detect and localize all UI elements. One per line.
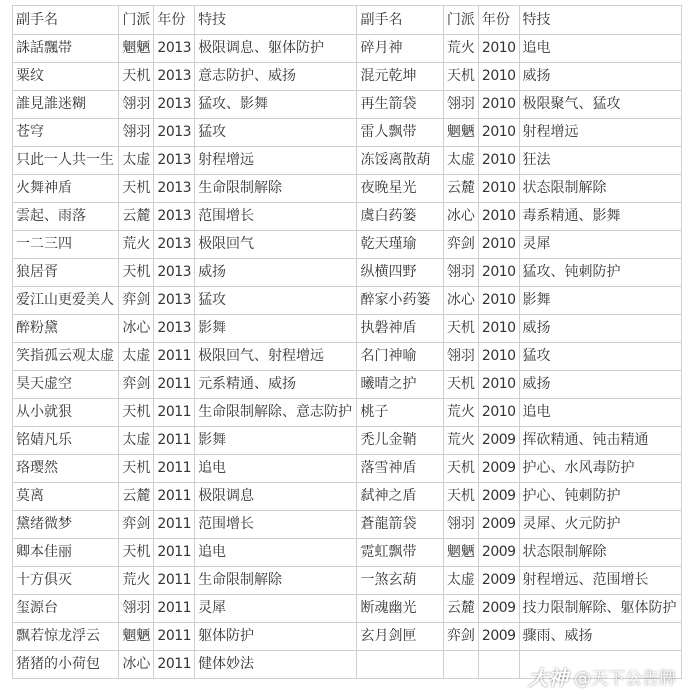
left-sect-cell: 天机 bbox=[119, 175, 154, 203]
left-year-cell: 2011 bbox=[154, 623, 195, 651]
left-year-cell: 2011 bbox=[154, 595, 195, 623]
left-year-cell: 2013 bbox=[154, 175, 195, 203]
table-row bbox=[13, 287, 682, 315]
right-skill-cell: 技力限制解除、躯体防护 bbox=[519, 595, 681, 623]
left-sect-cell: 弈剑 bbox=[119, 511, 154, 539]
right-skill-cell: 毒系精通、影舞 bbox=[519, 203, 681, 231]
left-skill-cell: 追电 bbox=[195, 455, 357, 483]
left-name-cell: 粟纹 bbox=[13, 63, 119, 91]
right-year-cell: 2009 bbox=[478, 483, 519, 511]
table-row bbox=[13, 203, 682, 231]
left-skill-cell: 灵犀 bbox=[195, 595, 357, 623]
right-year-cell: 2010 bbox=[478, 371, 519, 399]
left-skill-cell: 猛攻 bbox=[195, 287, 357, 315]
right-name-cell: 断魂幽光 bbox=[357, 595, 443, 623]
right-name-cell: 弑神之盾 bbox=[357, 483, 443, 511]
left-year-cell: 2013 bbox=[154, 91, 195, 119]
table-row bbox=[13, 343, 682, 371]
right-name-cell: 碎月神 bbox=[357, 35, 443, 63]
right-year-cell: 2010 bbox=[478, 147, 519, 175]
right-sect-cell: 荒火 bbox=[443, 35, 478, 63]
left-name-cell: 猪猪的小荷包 bbox=[13, 651, 119, 679]
table-row bbox=[13, 35, 682, 63]
right-name-cell: 名门神喻 bbox=[357, 343, 443, 371]
left-sect-cell: 荒火 bbox=[119, 231, 154, 259]
left-skill-cell: 威扬 bbox=[195, 259, 357, 287]
left-year-cell: 2013 bbox=[154, 147, 195, 175]
left-name-cell: 飘若惊龙浮云 bbox=[13, 623, 119, 651]
right-sect-cell: 弈剑 bbox=[443, 231, 478, 259]
table-row bbox=[13, 63, 682, 91]
left-sect-cell: 天机 bbox=[119, 63, 154, 91]
right-sect-cell: 翎羽 bbox=[443, 259, 478, 287]
right-skill-cell: 状态限制解除 bbox=[519, 539, 681, 567]
left-year-cell: 2013 bbox=[154, 35, 195, 63]
left-name-cell: 十方俱灭 bbox=[13, 567, 119, 595]
table-row bbox=[13, 567, 682, 595]
right-sect-cell: 翎羽 bbox=[443, 511, 478, 539]
left-year-cell: 2011 bbox=[154, 567, 195, 595]
left-sect-cell: 太虚 bbox=[119, 343, 154, 371]
right-sect-cell: 冰心 bbox=[443, 203, 478, 231]
right-name-cell: 蒼龍箭袋 bbox=[357, 511, 443, 539]
right-sect-cell: 荒火 bbox=[443, 427, 478, 455]
right-sect-cell: 魍魉 bbox=[443, 119, 478, 147]
left-sect-cell: 冰心 bbox=[119, 315, 154, 343]
left-sect-cell: 太虚 bbox=[119, 147, 154, 175]
right-name-cell: 夜晚星光 bbox=[357, 175, 443, 203]
table-row bbox=[13, 315, 682, 343]
left-name-cell: 火舞神盾 bbox=[13, 175, 119, 203]
right-sect-cell: 天机 bbox=[443, 315, 478, 343]
column-header-year: 年份 bbox=[154, 6, 195, 35]
right-sect-cell: 冰心 bbox=[443, 287, 478, 315]
left-name-cell: 誰見誰迷糊 bbox=[13, 91, 119, 119]
left-year-cell: 2011 bbox=[154, 427, 195, 455]
right-skill-cell: 极限聚气、猛攻 bbox=[519, 91, 681, 119]
right-year-cell: 2009 bbox=[478, 539, 519, 567]
right-skill-cell: 灵犀、火元防护 bbox=[519, 511, 681, 539]
left-skill-cell: 极限调息、躯体防护 bbox=[195, 35, 357, 63]
right-year-cell: 2010 bbox=[478, 203, 519, 231]
left-skill-cell: 猛攻 bbox=[195, 119, 357, 147]
table-row bbox=[13, 91, 682, 119]
right-year-cell: 2009 bbox=[478, 623, 519, 651]
column-header-name: 副手名 bbox=[13, 6, 119, 35]
left-skill-cell: 追电 bbox=[195, 539, 357, 567]
left-skill-cell: 影舞 bbox=[195, 427, 357, 455]
right-name-cell: 桃子 bbox=[357, 399, 443, 427]
left-year-cell: 2013 bbox=[154, 119, 195, 147]
left-skill-cell: 范围增长 bbox=[195, 203, 357, 231]
right-sect-cell: 太虚 bbox=[443, 147, 478, 175]
right-sect-cell: 天机 bbox=[443, 63, 478, 91]
left-year-cell: 2013 bbox=[154, 259, 195, 287]
table-row bbox=[13, 147, 682, 175]
right-name-cell: 执磐神盾 bbox=[357, 315, 443, 343]
right-sect-cell: 弈剑 bbox=[443, 623, 478, 651]
right-name-cell: 醉家小药篓 bbox=[357, 287, 443, 315]
right-year-cell: 2010 bbox=[478, 315, 519, 343]
right-skill-cell: 猛攻 bbox=[519, 343, 681, 371]
right-sect-cell: 魍魉 bbox=[443, 539, 478, 567]
side-weapon-table bbox=[12, 5, 682, 679]
left-year-cell: 2013 bbox=[154, 203, 195, 231]
table-row bbox=[13, 455, 682, 483]
header-row bbox=[13, 6, 682, 35]
column-header-year: 年份 bbox=[478, 6, 519, 35]
left-sect-cell: 天机 bbox=[119, 399, 154, 427]
left-skill-cell: 影舞 bbox=[195, 315, 357, 343]
watermark-text: @天下公告牌 bbox=[574, 669, 676, 689]
table-row bbox=[13, 119, 682, 147]
left-year-cell: 2011 bbox=[154, 511, 195, 539]
right-name-cell: 纵横四野 bbox=[357, 259, 443, 287]
right-year-cell: 2009 bbox=[478, 427, 519, 455]
column-header-skill: 特技 bbox=[195, 6, 357, 35]
left-sect-cell: 翎羽 bbox=[119, 119, 154, 147]
left-skill-cell: 意志防护、威扬 bbox=[195, 63, 357, 91]
right-sect-cell: 天机 bbox=[443, 455, 478, 483]
right-year-cell: 2010 bbox=[478, 175, 519, 203]
left-skill-cell: 元系精通、威扬 bbox=[195, 371, 357, 399]
right-sect-cell bbox=[443, 651, 478, 679]
right-skill-cell: 猛攻、钝刺防护 bbox=[519, 259, 681, 287]
left-skill-cell: 极限回气、射程增远 bbox=[195, 343, 357, 371]
left-year-cell: 2011 bbox=[154, 343, 195, 371]
right-skill-cell: 影舞 bbox=[519, 287, 681, 315]
right-name-cell: 霓虹飘带 bbox=[357, 539, 443, 567]
left-skill-cell: 生命限制解除 bbox=[195, 567, 357, 595]
left-name-cell: 黛绪微梦 bbox=[13, 511, 119, 539]
left-year-cell: 2011 bbox=[154, 371, 195, 399]
right-sect-cell: 云麓 bbox=[443, 595, 478, 623]
table-row bbox=[13, 623, 682, 651]
left-sect-cell: 弈剑 bbox=[119, 371, 154, 399]
right-name-cell: 雷人飘带 bbox=[357, 119, 443, 147]
left-sect-cell: 天机 bbox=[119, 259, 154, 287]
right-year-cell: 2010 bbox=[478, 343, 519, 371]
right-year-cell bbox=[478, 651, 519, 679]
right-skill-cell: 护心、水风毒防护 bbox=[519, 455, 681, 483]
left-skill-cell: 极限回气 bbox=[195, 231, 357, 259]
left-name-cell: 醉粉黛 bbox=[13, 315, 119, 343]
left-sect-cell: 魍魉 bbox=[119, 35, 154, 63]
left-name-cell: 笑指孤云观太虚 bbox=[13, 343, 119, 371]
right-name-cell: 禿儿金鞘 bbox=[357, 427, 443, 455]
left-sect-cell: 太虚 bbox=[119, 427, 154, 455]
right-skill-cell: 状态限制解除 bbox=[519, 175, 681, 203]
left-year-cell: 2011 bbox=[154, 483, 195, 511]
left-sect-cell: 翎羽 bbox=[119, 91, 154, 119]
table-row bbox=[13, 511, 682, 539]
left-name-cell: 雲起、雨落 bbox=[13, 203, 119, 231]
right-year-cell: 2010 bbox=[478, 35, 519, 63]
left-sect-cell: 弈剑 bbox=[119, 287, 154, 315]
left-skill-cell: 生命限制解除 bbox=[195, 175, 357, 203]
left-skill-cell: 健体妙法 bbox=[195, 651, 357, 679]
right-name-cell: 落雪神盾 bbox=[357, 455, 443, 483]
right-year-cell: 2009 bbox=[478, 455, 519, 483]
table-row bbox=[13, 427, 682, 455]
right-sect-cell: 太虚 bbox=[443, 567, 478, 595]
left-name-cell: 莫离 bbox=[13, 483, 119, 511]
right-name-cell: 一煞玄葫 bbox=[357, 567, 443, 595]
right-name-cell: 再生箭袋 bbox=[357, 91, 443, 119]
table-row bbox=[13, 175, 682, 203]
left-name-cell: 苍穹 bbox=[13, 119, 119, 147]
left-year-cell: 2013 bbox=[154, 287, 195, 315]
left-skill-cell: 范围增长 bbox=[195, 511, 357, 539]
left-name-cell: 玺源台 bbox=[13, 595, 119, 623]
right-skill-cell: 射程增远、范围增长 bbox=[519, 567, 681, 595]
right-name-cell: 乾天瑾瑜 bbox=[357, 231, 443, 259]
table-row bbox=[13, 595, 682, 623]
table-row bbox=[13, 651, 682, 679]
left-sect-cell: 云麓 bbox=[119, 203, 154, 231]
column-header-skill: 特技 bbox=[519, 6, 681, 35]
watermark-logo: 大神 bbox=[528, 666, 568, 690]
right-skill-cell: 威扬 bbox=[519, 315, 681, 343]
right-skill-cell bbox=[519, 651, 681, 679]
left-name-cell: 爱江山更爱美人 bbox=[13, 287, 119, 315]
left-sect-cell: 云麓 bbox=[119, 483, 154, 511]
left-year-cell: 2011 bbox=[154, 399, 195, 427]
left-name-cell: 昊天虚空 bbox=[13, 371, 119, 399]
right-sect-cell: 荒火 bbox=[443, 399, 478, 427]
right-year-cell: 2010 bbox=[478, 259, 519, 287]
right-year-cell: 2009 bbox=[478, 595, 519, 623]
right-year-cell: 2010 bbox=[478, 63, 519, 91]
right-skill-cell: 护心、钝刺防护 bbox=[519, 483, 681, 511]
table-row bbox=[13, 483, 682, 511]
left-year-cell: 2011 bbox=[154, 455, 195, 483]
right-name-cell: 曦晴之护 bbox=[357, 371, 443, 399]
right-skill-cell: 灵犀 bbox=[519, 231, 681, 259]
left-sect-cell: 冰心 bbox=[119, 651, 154, 679]
right-name-cell: 玄月剑匣 bbox=[357, 623, 443, 651]
left-year-cell: 2011 bbox=[154, 539, 195, 567]
right-year-cell: 2009 bbox=[478, 511, 519, 539]
right-name-cell: 冻馁离散葫 bbox=[357, 147, 443, 175]
right-year-cell: 2010 bbox=[478, 399, 519, 427]
right-year-cell: 2010 bbox=[478, 91, 519, 119]
right-skill-cell: 威扬 bbox=[519, 371, 681, 399]
table-row bbox=[13, 371, 682, 399]
column-header-sect: 门派 bbox=[443, 6, 478, 35]
column-header-sect: 门派 bbox=[119, 6, 154, 35]
left-year-cell: 2013 bbox=[154, 63, 195, 91]
right-skill-cell: 追电 bbox=[519, 399, 681, 427]
left-name-cell: 从小就狠 bbox=[13, 399, 119, 427]
left-sect-cell: 荒火 bbox=[119, 567, 154, 595]
left-year-cell: 2011 bbox=[154, 651, 195, 679]
right-name-cell: 虞白药篓 bbox=[357, 203, 443, 231]
left-name-cell: 只此一人共一生 bbox=[13, 147, 119, 175]
right-skill-cell: 挥砍精通、钝击精通 bbox=[519, 427, 681, 455]
left-name-cell: 珞璎然 bbox=[13, 455, 119, 483]
right-skill-cell: 狂法 bbox=[519, 147, 681, 175]
right-skill-cell: 骤雨、威扬 bbox=[519, 623, 681, 651]
table-row bbox=[13, 399, 682, 427]
left-skill-cell: 射程增远 bbox=[195, 147, 357, 175]
right-sect-cell: 翎羽 bbox=[443, 91, 478, 119]
right-name-cell: 混元乾坤 bbox=[357, 63, 443, 91]
right-year-cell: 2010 bbox=[478, 119, 519, 147]
left-name-cell: 卿本佳丽 bbox=[13, 539, 119, 567]
right-sect-cell: 天机 bbox=[443, 371, 478, 399]
left-name-cell: 一二三四 bbox=[13, 231, 119, 259]
left-name-cell: 铭婧凡乐 bbox=[13, 427, 119, 455]
right-sect-cell: 天机 bbox=[443, 483, 478, 511]
table-row bbox=[13, 259, 682, 287]
right-skill-cell: 威扬 bbox=[519, 63, 681, 91]
right-year-cell: 2009 bbox=[478, 567, 519, 595]
left-year-cell: 2013 bbox=[154, 315, 195, 343]
right-name-cell bbox=[357, 651, 443, 679]
left-skill-cell: 极限调息 bbox=[195, 483, 357, 511]
left-sect-cell: 魍魉 bbox=[119, 623, 154, 651]
left-name-cell: 狼居胥 bbox=[13, 259, 119, 287]
right-sect-cell: 翎羽 bbox=[443, 343, 478, 371]
left-skill-cell: 躯体防护 bbox=[195, 623, 357, 651]
table-row bbox=[13, 231, 682, 259]
left-skill-cell: 猛攻、影舞 bbox=[195, 91, 357, 119]
right-year-cell: 2010 bbox=[478, 287, 519, 315]
right-skill-cell: 追电 bbox=[519, 35, 681, 63]
right-year-cell: 2010 bbox=[478, 231, 519, 259]
left-year-cell: 2013 bbox=[154, 231, 195, 259]
left-skill-cell: 生命限制解除、意志防护 bbox=[195, 399, 357, 427]
left-sect-cell: 翎羽 bbox=[119, 595, 154, 623]
right-skill-cell: 射程增远 bbox=[519, 119, 681, 147]
column-header-name: 副手名 bbox=[357, 6, 443, 35]
table-row bbox=[13, 539, 682, 567]
right-sect-cell: 云麓 bbox=[443, 175, 478, 203]
left-sect-cell: 天机 bbox=[119, 539, 154, 567]
left-name-cell: 誅話飄帯 bbox=[13, 35, 119, 63]
left-sect-cell: 天机 bbox=[119, 455, 154, 483]
